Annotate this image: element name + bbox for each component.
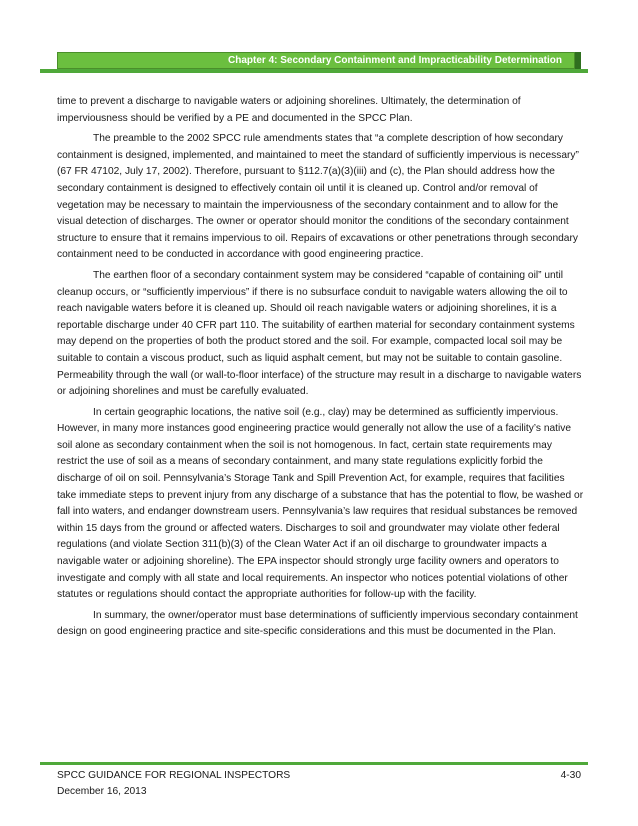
paragraph: The preamble to the 2002 SPCC rule amendments states that “a complete description of how secondary containment is designed, implemented, and maintained to meet the standard of sufficiently impervious is necessary” (67 FR 47102, July 17, 2002). Therefore, pursuant to §112.7(a)(3)(iii) and (c), the Plan should address how the secondary containment is designed to effectively contain oil until it is cleaned up. Control and/or removal of vegetation may be necessary to maintain the imperviousness of the secondary containment and to allow for the visual detection of discharges. The owner or operator should monitor the conditions of the secondary containment structure to ensure that it remains impervious to oil. Repairs of excavations or other penetrations through secondary containment need to be conducted in accordance with good engineering practice. (57, 133, 579, 261)
footer-divider (40, 762, 588, 765)
chapter-header-bar (57, 52, 575, 69)
header-divider (40, 69, 588, 73)
footer-date: December 16, 2013 (57, 786, 147, 797)
chapter-title: Chapter 4: Secondary Containment and Impracticability Determination (228, 55, 562, 66)
header-tab-accent (575, 52, 581, 69)
paragraph: In summary, the owner/operator must base determinations of sufficiently impervious secondary containment design on good engineering practice and site-specific considerations and this must be documented in the Plan. (57, 609, 578, 638)
page-number: 4-30 (560, 770, 581, 781)
footer-doc-title: SPCC GUIDANCE FOR REGIONAL INSPECTORS (57, 770, 291, 781)
page-footer (57, 768, 581, 800)
body-text (57, 94, 585, 645)
paragraph: time to prevent a discharge to navigable waters or adjoining shorelines. Ultimately, the determination of imperviousness should be verified by a PE and documented in the SPCC Plan. (57, 96, 521, 124)
paragraph: The earthen floor of a secondary containment system may be considered “capable of containing oil” until cleanup occurs, or “sufficiently impervious” if there is no subsurface conduit to navigable waters allowing the oil to reach navigable waters before it is cleaned up. Should oil reach navigable waters or adjoining shorelines, it is a reportable discharge under 40 CFR part 110. The suitability of earthen material for secondary containment systems may depend on the properties of both the product stored and the soil. For example, compacted local soil may be suitable to contain a viscous product, such as liquid asphalt cement, but may not be suitable to contain gasoline. Permeability through the wall (or wall-to-floor interface) of the structure may result in a discharge to navigable waters or adjoining shorelines and must be carefully evaluated. (57, 269, 582, 398)
paragraph: In certain geographic locations, the native soil (e.g., clay) may be determined as sufficiently impervious. However, in many more instances good engineering practice would generally not allow the use of a facility’s native soil alone as secondary containment when the soil is not homogenous. In fact, certain state requirements may restrict the use of soil as a means of secondary containment, and many state regulations explicitly forbid the discharge of oil on soil. Pennsylvania’s Storage Tank and Spill Prevention Act, for example, requires that facilities take immediate steps to prevent injury from any discharge of a substance that has the potential to flow, be washed or fall into waters, and endanger downstream users. Pennsylvania’s law requires that residual substances be removed within 15 days from the ground or affected waters. Discharges to soil and groundwater may violate other federal regulations (and violate Section 311(b)(3) of the Clean Water Act if an oil discharge to groundwater impacts a navigable water or adjoining shoreline). The EPA inspector should strongly urge facility owners and operators to investigate and comply with all state and local requirements. An inspector who notices potential violations of other statutes or regulations should contact the appropriate authorities for follow-up with the facility. (57, 406, 584, 601)
